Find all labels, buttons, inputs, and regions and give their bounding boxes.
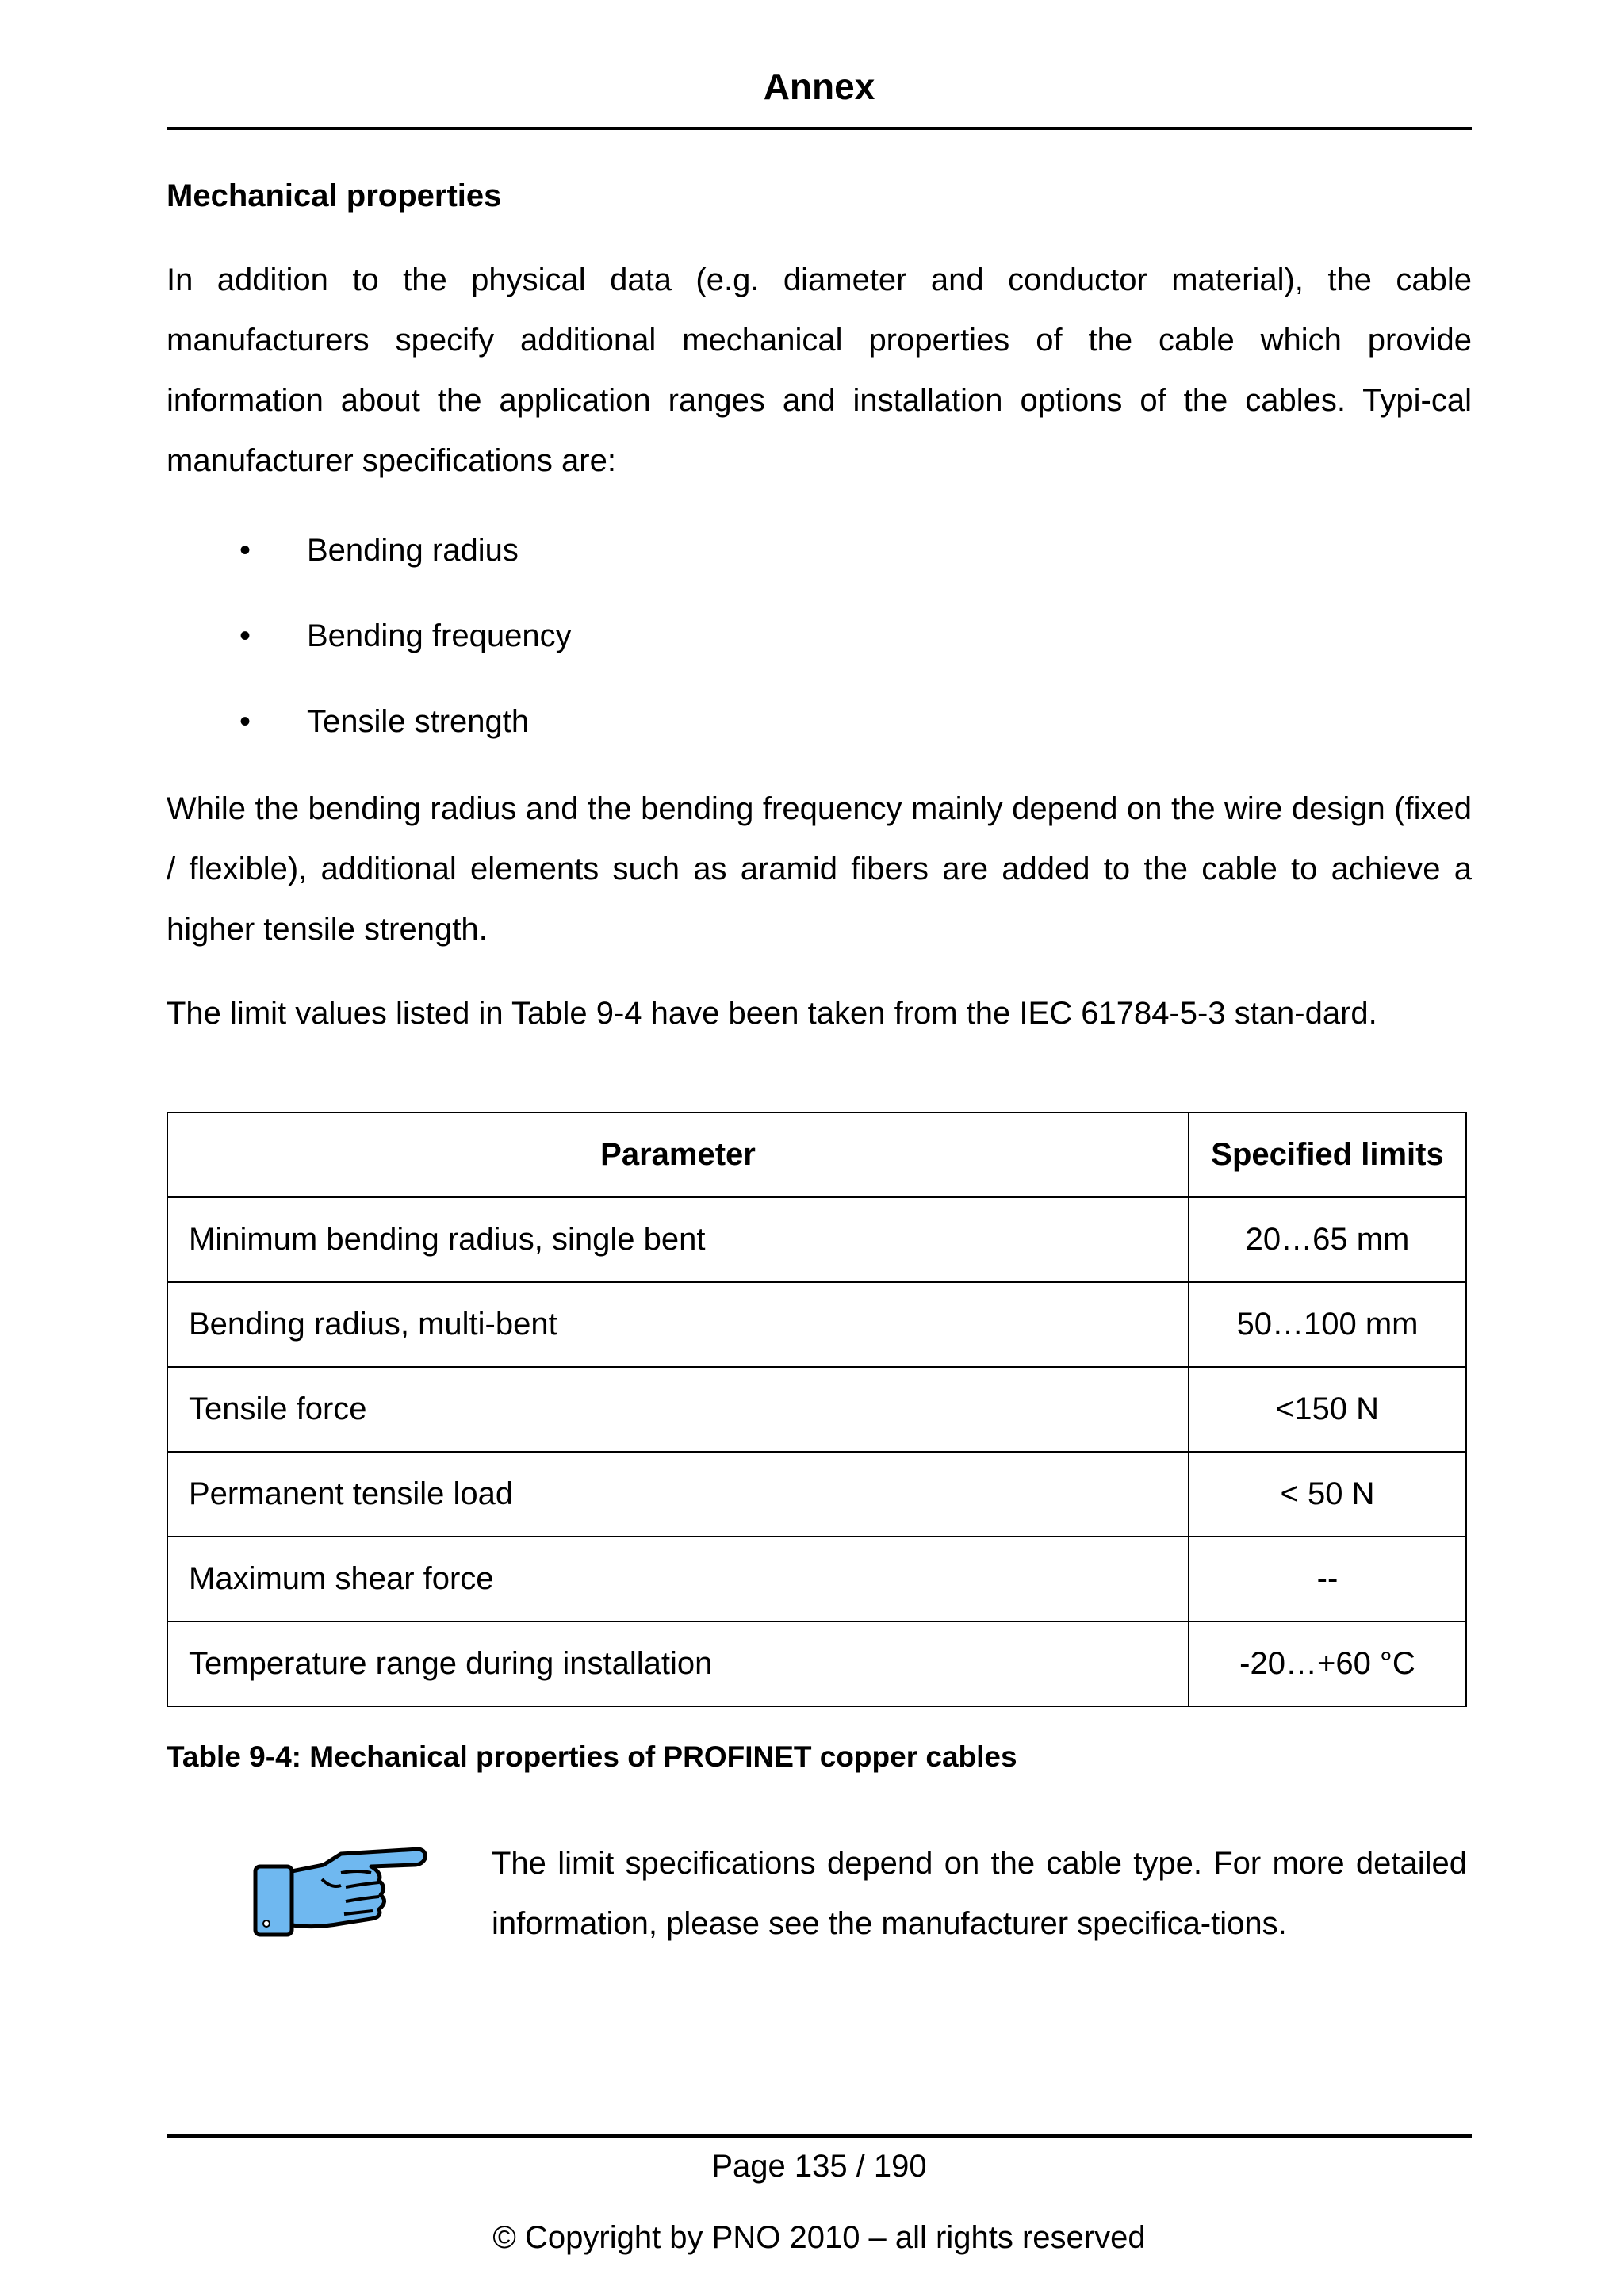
table-caption: Table 9-4: Mechanical properties of PROFINET copper cables xyxy=(167,1740,1017,1773)
bullet-icon: • xyxy=(239,533,251,568)
table-cell-parameter: Bending radius, multi-bent xyxy=(167,1282,1189,1367)
table-cell-parameter: Temperature range during installation xyxy=(167,1621,1189,1706)
table-row xyxy=(167,1282,1466,1367)
intro-paragraph: In addition to the physical data (e.g. diameter and conductor material), the cable manufacturers specify additional mechanical properties of the cable which provide information about the application ranges and installation options of the cables. Typi-cal manufacturer specifications are: xyxy=(167,262,1472,478)
pointing-hand-icon xyxy=(252,1841,428,1941)
list-item xyxy=(167,691,1472,777)
column-header-limits: Specified limits xyxy=(1189,1112,1466,1197)
limits-paragraph: The limit values listed in Table 9-4 have been taken from the IEC 61784-5-3 stan-dard. xyxy=(167,996,1377,1031)
table-row xyxy=(167,1197,1466,1282)
section-heading: Mechanical properties xyxy=(167,178,502,213)
table-header-row xyxy=(167,1112,1466,1197)
page-header-title: Annex xyxy=(763,66,875,107)
bullet-text: Bending radius xyxy=(307,533,519,568)
copyright-notice: © Copyright by PNO 2010 – all rights reserved xyxy=(492,2220,1146,2255)
bullet-text: Bending frequency xyxy=(307,618,572,653)
table-cell-parameter: Maximum shear force xyxy=(167,1537,1189,1621)
table-cell-limit: 20…65 mm xyxy=(1189,1197,1466,1282)
table-cell-limit: <150 N xyxy=(1189,1367,1466,1452)
table-cell-parameter: Permanent tensile load xyxy=(167,1452,1189,1537)
table-cell-limit: -- xyxy=(1189,1537,1466,1621)
table-row xyxy=(167,1537,1466,1621)
footer-divider xyxy=(167,2134,1472,2138)
bullet-icon: • xyxy=(239,704,251,739)
table-row xyxy=(167,1452,1466,1537)
bullet-list xyxy=(167,520,1472,777)
table-row xyxy=(167,1621,1466,1706)
page-number: Page 135 / 190 xyxy=(711,2149,927,2184)
list-item xyxy=(167,606,1472,691)
column-header-parameter: Parameter xyxy=(167,1112,1189,1197)
table-cell-limit: < 50 N xyxy=(1189,1452,1466,1537)
bullet-text: Tensile strength xyxy=(307,704,530,739)
table-cell-parameter: Minimum bending radius, single bent xyxy=(167,1197,1189,1282)
table-row xyxy=(167,1367,1466,1452)
bending-paragraph: While the bending radius and the bending frequency mainly depend on the wire design (fixed / flexible), additional elements such as aramid fibers are added to the cable to achieve a higher tensile strength. xyxy=(167,791,1472,947)
bullet-icon: • xyxy=(239,618,251,653)
table-cell-parameter: Tensile force xyxy=(167,1367,1189,1452)
note-text: The limit specifications depend on the cable type. For more detailed information, please see the manufacturer specifica-tions. xyxy=(492,1846,1467,1941)
list-item xyxy=(167,520,1472,606)
header-divider xyxy=(167,127,1472,130)
table-cell-limit: -20…+60 °C xyxy=(1189,1621,1466,1706)
table-cell-limit: 50…100 mm xyxy=(1189,1282,1466,1367)
mechanical-properties-table xyxy=(167,1112,1467,1707)
